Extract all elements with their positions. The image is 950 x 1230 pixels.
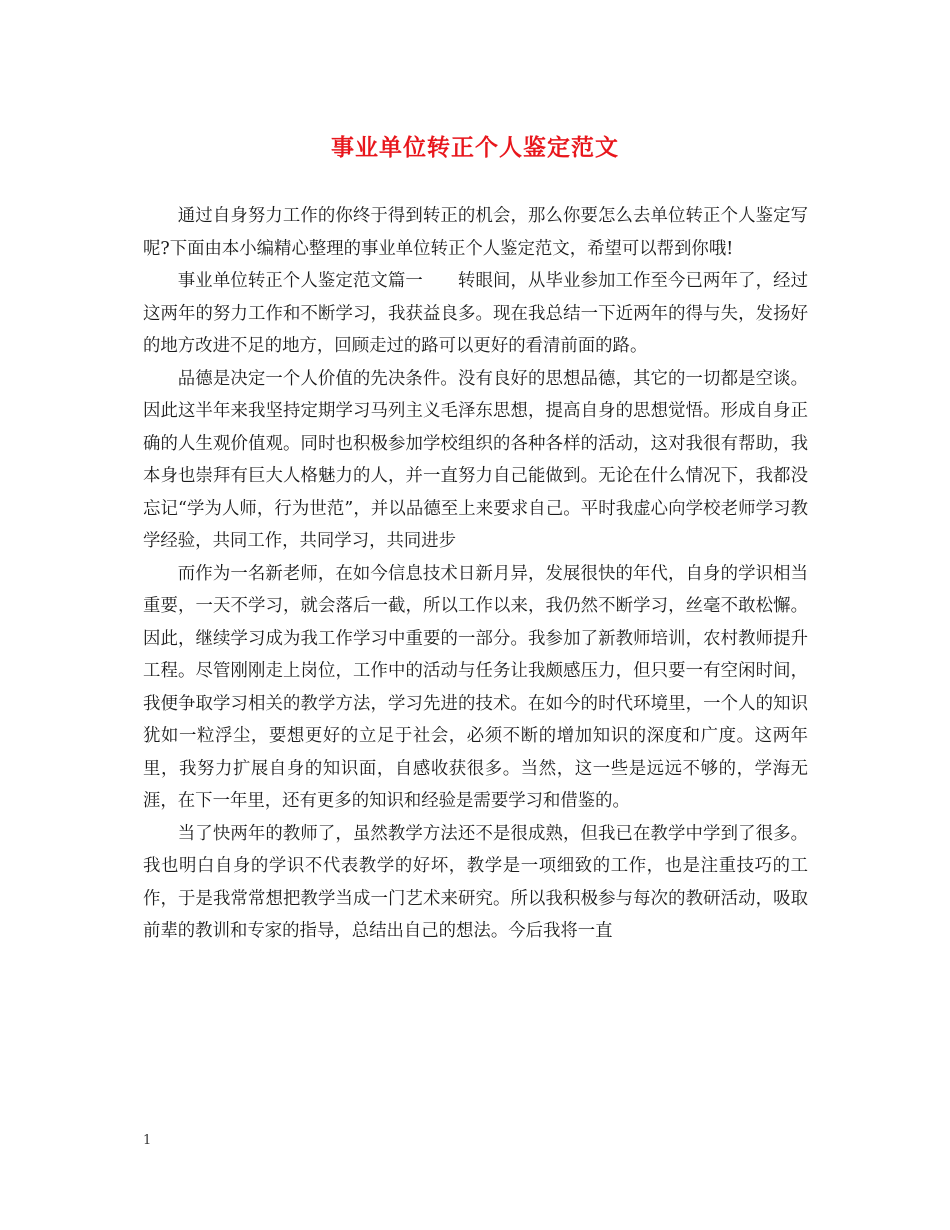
paragraph-teaching-experience: 当了快两年的教师了，虽然教学方法还不是很成熟，但我已在教学中学到了很多。我也明白自身的学识不代表教学的好坏，教学是一项细致的工作，也是注重技巧的工作，于是我常常想把教学当成一门艺术来研究。所以我积极参与每次的教研活动，吸取前辈的教训和专家的指导，总结出自己的想法。今后我将一直 (143, 823, 808, 941)
paragraph-sample-one: 事业单位转正个人鉴定范文篇一 转眼间，从毕业参加工作至今已两年了，经过这两年的努力工作和不断学习，我获益良多。现在我总结一下近两年的得与失，发扬好的地方改进不足的地方，回顾走过的路可以更好的看清前面的路。 (143, 271, 808, 356)
paragraph-moral-character: 品德是决定一个人价值的先决条件。没有良好的思想品德，其它的一切都是空谈。因此这半年来我坚持定期学习马列主义毛泽东思想，提高自身的思想觉悟。形成自身正确的人生观价值观。同时也积极参加学校组织的各种各样的活动，这对我很有帮助，我本身也崇拜有巨大人格魅力的人，并一直努力自己能做到。无论在什么情况下，我都没忘记“学为人师，行为世范”，并以品德至上来要求自己。平时我虚心向学校老师学习教学经验，共同工作，共同学习，共同进步 (143, 368, 808, 551)
document-body (143, 200, 808, 948)
paragraph-intro: 通过自身努力工作的你终于得到转正的机会，那么你要怎么去单位转正个人鉴定写呢?下面由本小编精心整理的事业单位转正个人鉴定范文，希望可以帮到你哦! (143, 206, 808, 259)
page-number: 1 (143, 1133, 152, 1148)
document-title: 事业单位转正个人鉴定范文 (331, 134, 619, 161)
paragraph-continuous-learning: 而作为一名新老师，在如今信息技术日新月异，发展很快的年代，自身的学识相当重要，一天不学习，就会落后一截，所以工作以来，我仍然不断学习，丝毫不敢松懈。因此，继续学习成为我工作学习中重要的一部分。我参加了新教师培训，农村教师提升工程。尽管刚刚走上岗位，工作中的活动与任务让我颇感压力，但只要一有空闲时间，我便争取学习相关的教学方法，学习先进的技术。在如今的时代环境里，一个人的知识犹如一粒浮尘，要想更好的立足于社会，必须不断的增加知识的深度和广度。这两年里，我努力扩展自身的知识面，自感收获很多。当然，这一些是远远不够的，学海无涯，在下一年里，还有更多的知识和经验是需要学习和借鉴的。 (143, 563, 808, 811)
